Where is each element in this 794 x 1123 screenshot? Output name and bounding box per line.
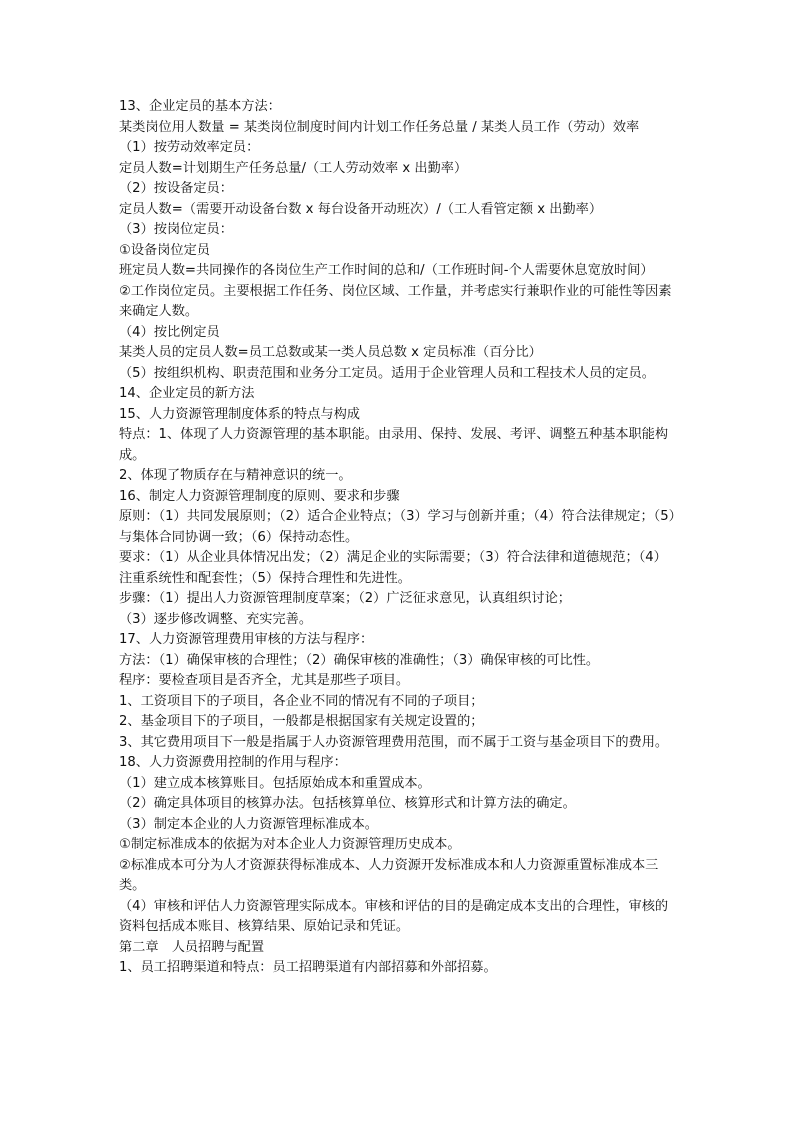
- list-item: ②标准成本可分为人才资源获得标准成本、人力资源开发标准成本和人力资源重置标准成本三类。: [119, 857, 659, 893]
- list-item: （2）按设备定员：: [119, 181, 233, 196]
- section-heading-13: 13、企业定员的基本方法：: [119, 99, 281, 114]
- paragraph: 原则：（1）共同发展原则；（2）适合企业特点；（3）学习与创新并重；（4）符合法律规定；（5）与集体合同协调一致；（6）保持动态性。: [119, 509, 676, 545]
- formula-line: 某类岗位用人数量 = 某类岗位制度时间内计划工作任务总量 / 某类人员工作（劳动）效率: [119, 119, 640, 135]
- paragraph: 特点：1、体现了人力资源管理的基本职能。由录用、保持、发展、考评、调整五种基本职能构成。: [119, 427, 669, 463]
- paragraph: 方法：（1）确保审核的合理性；（2）确保审核的准确性；（3）确保审核的可比性。: [119, 652, 600, 668]
- paragraph: 要求：（1）从企业具体情况出发；（2）满足企业的实际需要；（3）符合法律和道德规范；（4）注重系统性和配套性；（5）保持合理性和先进性。: [119, 550, 667, 586]
- list-item: （1）按劳动效率定员：: [119, 140, 260, 155]
- section-heading-15: 15、人力资源管理制度体系的特点与构成: [119, 406, 360, 422]
- list-item: （3）按岗位定员：: [119, 222, 233, 237]
- section-heading-18: 18、人力资源费用控制的作用与程序：: [119, 755, 347, 770]
- list-item: 2、基金项目下的子项目，一般都是根据国家有关规定设置的；: [119, 714, 484, 729]
- paragraph: （5）按组织机构、职责范围和业务分工定员。适用于企业管理人员和工程技术人员的定员。: [119, 365, 655, 381]
- list-item: （2）确定具体项目的核算办法。包括核算单位、核算形式和计算方法的确定。: [119, 796, 576, 811]
- list-item: （3）制定本企业的人力资源管理标准成本。: [119, 816, 378, 832]
- list-item: （4）按比例定员: [119, 324, 220, 340]
- list-item: 3、其它费用项目下一般是指属于人办资源管理费用范围，而不属于工资与基金项目下的费用。: [119, 734, 669, 750]
- section-heading-14: 14、企业定员的新方法: [119, 386, 255, 401]
- paragraph: ②工作岗位定员。主要根据工作任务、岗位区域、工作量，并考虑实行兼职作业的可能性等因素来确定人数。: [119, 283, 672, 319]
- list-item: ①设备岗位定员: [119, 242, 210, 258]
- document-body: [119, 97, 679, 979]
- paragraph: 步骤：（1）提出人力资源管理制度草案；（2）广泛征求意见，认真组织讨论；: [119, 591, 571, 606]
- formula-line: 班定员人数=共同操作的各岗位生产工作时间的总和/（工作班时间-个人需要休息宽放时间）: [119, 263, 654, 278]
- paragraph: （3）逐步修改调整、充实完善。: [119, 611, 313, 627]
- section-heading-17: 17、人力资源管理费用审核的方法与程序：: [119, 632, 374, 647]
- paragraph: 程序：要检查项目是否齐全，尤其是那些子项目。: [119, 673, 410, 688]
- formula-line: 定员人数=（需要开动设备台数 x 每台设备开动班次）/（工人看管定额 x 出勤率）: [119, 201, 603, 217]
- paragraph: （4）审核和评估人力资源管理实际成本。审核和评估的目的是确定成本支出的合理性，审核的资料包括成本账目、核算结果、原始记录和凭证。: [119, 898, 669, 934]
- section-heading-16: 16、制定人力资源管理制度的原则、要求和步骤: [119, 488, 400, 504]
- list-item: （1）建立成本核算账目。包括原始成本和重置成本。: [119, 775, 431, 791]
- chapter-heading: 第二章 人员招聘与配置: [119, 939, 265, 955]
- list-item: ①制定标准成本的依据为对本企业人力资源管理历史成本。: [119, 837, 461, 852]
- formula-line: 某类人员的定员人数=员工总数或某一类人员总数 x 定员标准（百分比）: [119, 345, 542, 360]
- paragraph: 1、员工招聘渠道和特点：员工招聘渠道有内部招募和外部招募。: [119, 960, 497, 975]
- formula-line: 定员人数=计划期生产任务总量/（工人劳动效率 x 出勤率）: [119, 160, 468, 176]
- paragraph: 2、体现了物质存在与精神意识的统一。: [119, 468, 352, 483]
- list-item: 1、工资项目下的子项目，各企业不同的情况有不同的子项目；: [119, 693, 484, 709]
